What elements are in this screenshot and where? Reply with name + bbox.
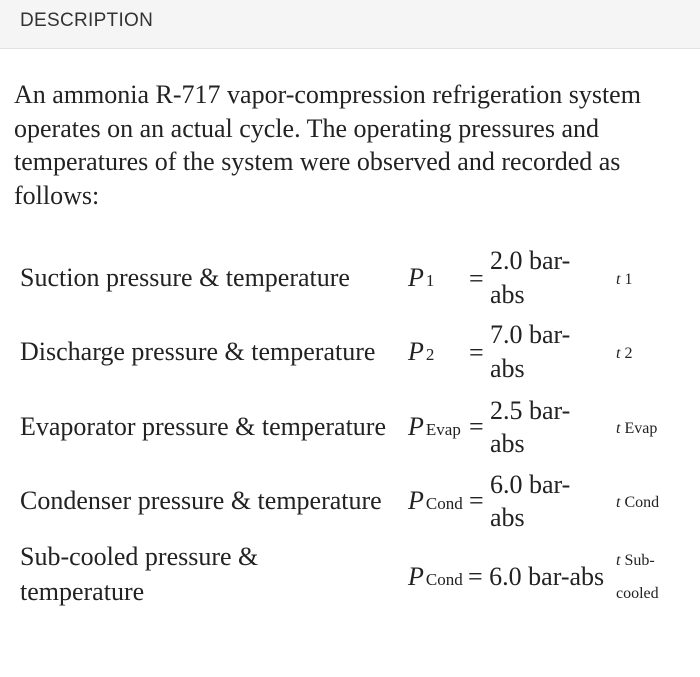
row-label: Suction pressure & temperature	[20, 263, 350, 292]
pressure-symbol: P 1	[408, 263, 435, 292]
equals-sign: =	[469, 264, 484, 293]
row-condenser	[0, 468, 700, 542]
row-label-line1: Sub-cooled pressure &	[20, 542, 259, 571]
header-title: DESCRIPTION	[20, 10, 154, 31]
pressure-value-line1: 2.0 bar-	[490, 246, 571, 275]
temperature-symbol: t 1	[616, 271, 633, 288]
pressure-symbol: P Cond	[408, 486, 463, 515]
row-evaporator	[0, 394, 700, 468]
row-label: Condenser pressure & temperature	[20, 486, 382, 515]
row-label: Discharge pressure & temperature	[20, 337, 376, 366]
row-discharge	[0, 318, 700, 392]
pressure-value-line1: 2.5 bar-	[490, 396, 571, 425]
pressure-symbol: P 2	[408, 337, 435, 366]
row-suction	[0, 244, 700, 318]
equals-sign: =	[469, 338, 484, 367]
pressure-value-line1: 7.0 bar-	[490, 320, 571, 349]
temperature-symbol: t Evap	[616, 420, 658, 437]
row-label-line2: temperature	[20, 577, 145, 606]
pressure-value-line2: abs	[490, 503, 525, 532]
pressure-value-line1: 6.0 bar-	[490, 470, 571, 499]
row-label: Evaporator pressure & temperature	[20, 412, 387, 441]
equals-sign: =	[469, 486, 484, 515]
problem-intro-text: An ammonia R-717 vapor-compression refrigeration system operates on an actual cycle. The operating pressures and temperatures of the system were observed and recorded as follows:	[14, 80, 641, 210]
pressure-value-line2: abs	[490, 429, 525, 458]
temperature-symbol: t Cond	[616, 494, 660, 511]
pressure-symbol: P Cond	[408, 562, 463, 591]
pressure-value-line2: abs	[490, 354, 525, 383]
temperature-subscript-line2: cooled	[616, 585, 659, 602]
pressure-symbol: P Evap	[408, 412, 461, 441]
pressure-value-line2: abs	[490, 280, 525, 309]
description-header	[0, 0, 700, 49]
pressure-value: = 6.0 bar-abs	[468, 562, 605, 591]
temperature-symbol: t 2	[616, 345, 633, 362]
row-subcooled	[0, 540, 700, 620]
temperature-symbol: t Sub-	[616, 552, 655, 569]
equals-sign: =	[469, 412, 484, 441]
